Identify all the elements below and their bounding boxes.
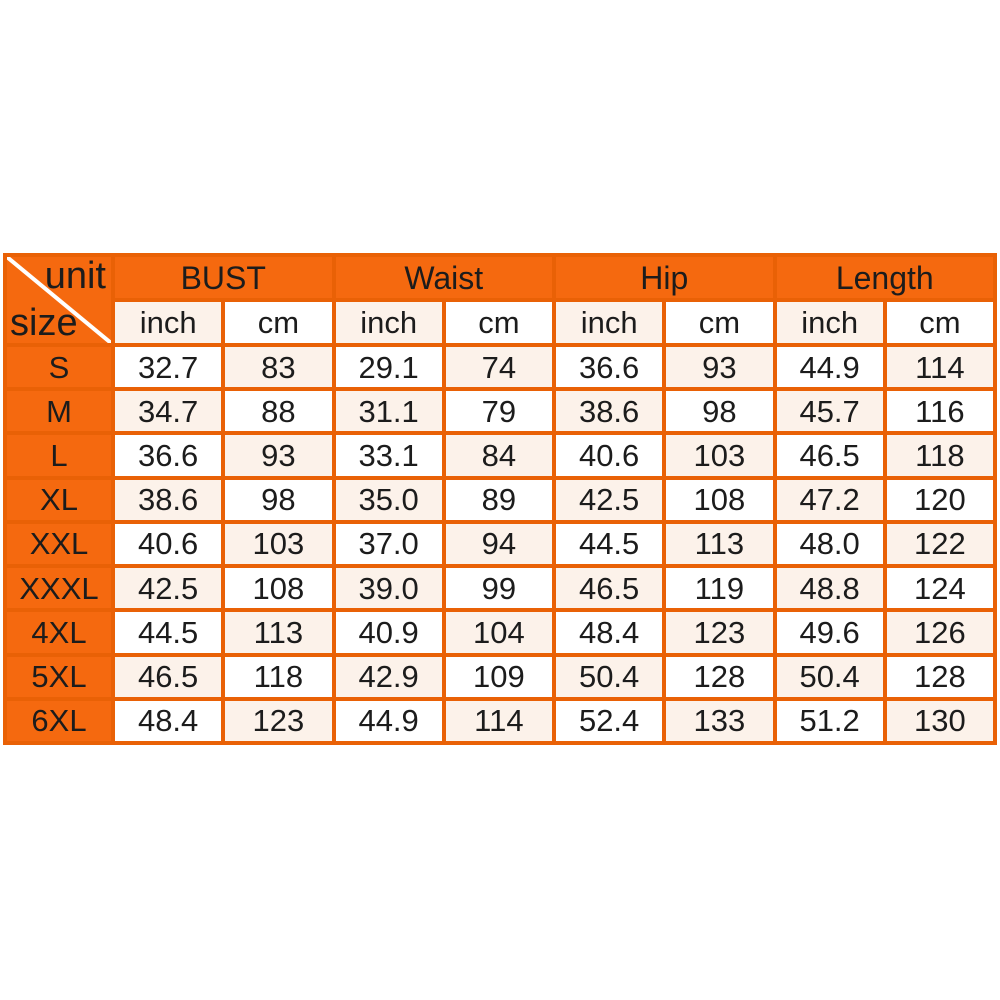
data-cell: 93	[225, 435, 331, 475]
unit-header-cell: cm	[225, 302, 331, 343]
column-group-header: Waist	[336, 257, 553, 298]
corner-cell	[7, 257, 111, 343]
data-cell: 44.9	[777, 347, 883, 387]
data-cell: 37.0	[336, 524, 442, 564]
data-cell: 94	[446, 524, 552, 564]
data-cell: 84	[446, 435, 552, 475]
data-cell: 99	[446, 568, 552, 608]
row-size-cell: S	[7, 347, 111, 387]
row-size-cell: 4XL	[7, 612, 111, 652]
data-cell: 36.6	[556, 347, 662, 387]
data-cell: 104	[446, 612, 552, 652]
data-cell: 40.9	[336, 612, 442, 652]
data-cell: 29.1	[336, 347, 442, 387]
unit-header-cell: inch	[777, 302, 883, 343]
data-cell: 46.5	[115, 657, 221, 697]
data-cell: 98	[225, 480, 331, 520]
data-cell: 36.6	[115, 435, 221, 475]
unit-header-cell: cm	[887, 302, 993, 343]
data-cell: 123	[225, 701, 331, 741]
data-cell: 46.5	[777, 435, 883, 475]
data-cell: 49.6	[777, 612, 883, 652]
data-cell: 116	[887, 391, 993, 431]
data-cell: 51.2	[777, 701, 883, 741]
data-cell: 74	[446, 347, 552, 387]
unit-header-cell: inch	[115, 302, 221, 343]
data-cell: 123	[666, 612, 772, 652]
column-group-header: BUST	[115, 257, 332, 298]
row-size-cell: 5XL	[7, 657, 111, 697]
data-cell: 89	[446, 480, 552, 520]
data-cell: 40.6	[115, 524, 221, 564]
data-cell: 39.0	[336, 568, 442, 608]
data-cell: 118	[887, 435, 993, 475]
data-cell: 38.6	[556, 391, 662, 431]
data-cell: 88	[225, 391, 331, 431]
column-group-header: Length	[777, 257, 994, 298]
data-cell: 45.7	[777, 391, 883, 431]
column-group-header: Hip	[556, 257, 773, 298]
unit-header-cell: inch	[556, 302, 662, 343]
corner-size-label: size	[10, 302, 78, 343]
row-size-cell: 6XL	[7, 701, 111, 741]
data-cell: 42.5	[556, 480, 662, 520]
data-cell: 120	[887, 480, 993, 520]
data-cell: 108	[666, 480, 772, 520]
corner-unit-label: unit	[44, 257, 106, 297]
data-cell: 103	[225, 524, 331, 564]
data-cell: 48.8	[777, 568, 883, 608]
data-cell: 38.6	[115, 480, 221, 520]
data-cell: 124	[887, 568, 993, 608]
data-cell: 83	[225, 347, 331, 387]
unit-header-cell: cm	[446, 302, 552, 343]
data-cell: 130	[887, 701, 993, 741]
data-cell: 126	[887, 612, 993, 652]
data-cell: 119	[666, 568, 772, 608]
data-cell: 34.7	[115, 391, 221, 431]
data-cell: 48.0	[777, 524, 883, 564]
data-cell: 122	[887, 524, 993, 564]
unit-header-cell: inch	[336, 302, 442, 343]
data-cell: 47.2	[777, 480, 883, 520]
data-cell: 79	[446, 391, 552, 431]
data-cell: 103	[666, 435, 772, 475]
data-cell: 98	[666, 391, 772, 431]
data-cell: 93	[666, 347, 772, 387]
data-cell: 128	[666, 657, 772, 697]
row-size-cell: XL	[7, 480, 111, 520]
data-cell: 44.9	[336, 701, 442, 741]
data-cell: 48.4	[115, 701, 221, 741]
data-cell: 48.4	[556, 612, 662, 652]
data-cell: 31.1	[336, 391, 442, 431]
data-cell: 42.5	[115, 568, 221, 608]
data-cell: 52.4	[556, 701, 662, 741]
data-cell: 50.4	[556, 657, 662, 697]
unit-header-cell: cm	[666, 302, 772, 343]
data-cell: 128	[887, 657, 993, 697]
row-size-cell: M	[7, 391, 111, 431]
row-size-cell: L	[7, 435, 111, 475]
data-cell: 113	[225, 612, 331, 652]
data-cell: 133	[666, 701, 772, 741]
data-cell: 114	[887, 347, 993, 387]
row-size-cell: XXXL	[7, 568, 111, 608]
data-cell: 108	[225, 568, 331, 608]
data-cell: 42.9	[336, 657, 442, 697]
row-size-cell: XXL	[7, 524, 111, 564]
data-cell: 113	[666, 524, 772, 564]
data-cell: 35.0	[336, 480, 442, 520]
data-cell: 46.5	[556, 568, 662, 608]
data-cell: 44.5	[556, 524, 662, 564]
data-cell: 109	[446, 657, 552, 697]
size-chart-table	[3, 253, 997, 745]
data-cell: 33.1	[336, 435, 442, 475]
data-cell: 40.6	[556, 435, 662, 475]
data-cell: 32.7	[115, 347, 221, 387]
data-cell: 50.4	[777, 657, 883, 697]
data-cell: 44.5	[115, 612, 221, 652]
data-cell: 114	[446, 701, 552, 741]
data-cell: 118	[225, 657, 331, 697]
